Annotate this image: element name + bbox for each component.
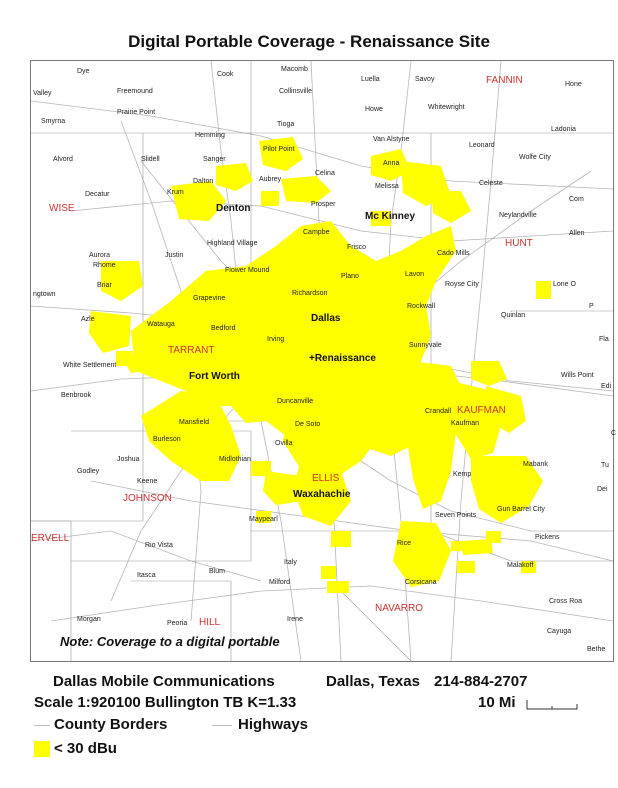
town-label: Crandall [425, 408, 452, 415]
town-label: P [589, 303, 594, 310]
major-city-label: Waxahachie [293, 489, 351, 500]
town-label: Duncanville [277, 398, 314, 405]
town-label: Aurora [89, 252, 111, 259]
town-label: Com [569, 196, 584, 203]
town-label: Gun Barrel City [497, 506, 545, 513]
coverage-swatch [34, 741, 50, 757]
coverage-area [321, 566, 336, 579]
town-label: Grapevine [193, 295, 226, 302]
town-label: Kaufman [451, 420, 480, 427]
town-label: Bethe [587, 646, 606, 653]
town-label: Midlothian [219, 456, 251, 463]
town-label: Melissa [375, 183, 399, 190]
town-label: Celina [315, 170, 335, 177]
town-label: Cado Mills [437, 250, 470, 257]
county-border-swatch [34, 725, 50, 726]
town-label: Flower Mound [225, 267, 270, 274]
town-label: Cook [217, 71, 234, 78]
town-label: De Soto [295, 421, 321, 428]
town-label: Dalton [193, 178, 214, 185]
town-label: Alvord [53, 156, 73, 163]
town-label: Maypearl [249, 516, 278, 523]
town-label: Fla [599, 336, 609, 343]
town-label: Seven Points [435, 512, 477, 519]
town-label: Rockwall [407, 303, 436, 310]
town-label: Italy [284, 559, 297, 566]
county-label: HILL [199, 617, 221, 628]
county-label: NAVARRO [375, 603, 423, 614]
town-label: Azle [81, 316, 95, 323]
town-label: Irene [287, 616, 303, 623]
town-label: Milford [269, 579, 291, 586]
town-label: Bedford [211, 325, 236, 332]
town-label: Neylandville [499, 212, 537, 219]
town-label: Allen [569, 230, 585, 237]
town-label: Burleson [153, 436, 181, 443]
coverage-area [261, 191, 279, 206]
town-label: Sanger [203, 156, 226, 163]
town-label: Macomb [281, 66, 308, 73]
coverage-area [331, 531, 351, 547]
county-label: ERVELL [31, 533, 70, 544]
major-city-label: Mc Kinney [365, 211, 416, 222]
company-phone: 214-884-2707 [434, 673, 528, 690]
town-label: Van Alstyne [373, 136, 410, 143]
town-label: ngtown [33, 291, 56, 298]
coverage-area [281, 176, 331, 203]
town-label: Mansfield [179, 419, 209, 426]
highway-swatch [212, 725, 232, 726]
town-label: Watauga [147, 321, 175, 328]
coverage-area [251, 461, 271, 476]
coverage-note: Note: Coverage to a digital portable [60, 634, 280, 649]
coverage-area [461, 539, 493, 555]
town-label: Briar [97, 282, 112, 289]
town-label: Godley [77, 468, 100, 475]
major-city-label: Dallas [311, 313, 341, 324]
company-location: Dallas, Texas [326, 673, 420, 690]
company-name: Dallas Mobile Communications [53, 673, 275, 690]
town-label: Morgan [77, 616, 101, 623]
town-label: Justin [165, 252, 184, 259]
town-label: Rice [397, 540, 412, 547]
major-city-label: Denton [216, 203, 251, 214]
county-label: TARRANT [168, 345, 215, 356]
town-label: Whitewright [428, 104, 465, 111]
coverage-area [393, 521, 451, 587]
town-label: Mabank [523, 461, 548, 468]
town-label: Benbrook [61, 392, 91, 399]
coverage-area [89, 311, 131, 353]
town-label: C [611, 430, 617, 437]
town-label: Pickens [535, 534, 560, 541]
town-label: Malakoff [507, 562, 534, 569]
town-label: Aubrey [259, 176, 282, 183]
town-label: Edi [601, 383, 612, 390]
town-label: Royse City [445, 281, 479, 288]
town-label: Luella [361, 76, 380, 83]
town-label: Dye [77, 68, 90, 75]
town-label: Cayuga [547, 628, 572, 635]
town-label: Wills Point [561, 372, 594, 379]
town-label: Corsicana [405, 579, 437, 586]
town-label: Campbe [303, 229, 330, 236]
town-label: Blum [209, 568, 225, 575]
town-label: Ovilla [275, 440, 293, 447]
county-label: WISE [49, 203, 75, 214]
town-label: Peoria [167, 620, 188, 627]
town-label: Prairie Point [117, 109, 156, 116]
town-label: Frisco [347, 244, 367, 251]
scale-bar [526, 698, 578, 710]
major-city-label: Fort Worth [189, 371, 240, 382]
town-label: Lone O [553, 281, 576, 288]
town-label: Slidell [141, 156, 160, 163]
town-label: Howe [365, 106, 383, 113]
coverage-area [327, 581, 349, 593]
town-label: Quinlan [501, 312, 526, 319]
town-label: Sunnyvale [409, 342, 442, 349]
coverage-area [171, 181, 226, 221]
town-label: Anna [383, 160, 400, 167]
town-label: Rhome [93, 262, 116, 269]
site-label: +Renaissance [309, 353, 376, 364]
town-label: Celeste [479, 180, 503, 187]
town-label: Kemp [453, 471, 472, 478]
town-label: Itasca [137, 572, 156, 579]
town-label: Joshua [117, 456, 140, 463]
town-label: Smyrna [41, 118, 66, 125]
town-label: Dei [597, 486, 608, 493]
coverage-area [426, 541, 443, 553]
county-label: HUNT [505, 238, 533, 249]
town-label: White Settlement [63, 362, 117, 369]
coverage-area [259, 137, 303, 171]
map-title: Digital Portable Coverage - Renaissance Site [128, 32, 490, 51]
town-label: Hemming [195, 132, 225, 139]
town-label: Lavon [405, 271, 425, 278]
town-label: Decatur [85, 191, 110, 198]
town-label: Collinsville [279, 88, 313, 95]
legend-highways: Highways [238, 716, 309, 733]
coverage-area [471, 361, 507, 386]
town-label: Prosper [311, 201, 336, 208]
town-label: Richardson [292, 290, 328, 297]
coverage-area [536, 281, 551, 299]
town-label: Pilot Point [263, 146, 295, 153]
coverage-area [506, 481, 521, 493]
county-label: FANNIN [486, 75, 523, 86]
town-label: Hone [565, 81, 582, 88]
coverage-area [216, 163, 253, 191]
town-label: Rio Vista [145, 542, 173, 549]
county-label: KAUFMAN [457, 405, 506, 416]
town-label: Valley [33, 90, 52, 97]
town-label: Keene [137, 478, 158, 485]
county-label: JOHNSON [123, 493, 172, 504]
town-label: Krum [167, 189, 184, 196]
town-label: Highland Village [207, 240, 258, 247]
town-label: Tioga [277, 121, 295, 128]
town-label: Tu [601, 462, 609, 469]
town-label: Plano [341, 273, 359, 280]
map-canvas [31, 61, 617, 661]
scale-bar-label: 10 Mi [478, 694, 516, 711]
scale-text: Scale 1:920100 Bullington TB K=1.33 [34, 694, 297, 711]
legend-county-borders: County Borders [54, 716, 168, 733]
town-label: Wolfe City [519, 154, 551, 161]
town-label: Leonard [469, 142, 495, 149]
coverage-map[interactable] [30, 60, 617, 662]
legend-coverage: < 30 dBu [54, 740, 117, 757]
county-label: ELLIS [312, 473, 340, 484]
coverage-area [457, 561, 475, 573]
town-label: Cross Roa [549, 598, 583, 605]
town-label: Freemound [117, 88, 153, 95]
town-label: Ladonia [551, 126, 576, 133]
town-label: Savoy [415, 76, 435, 83]
coverage-area [431, 191, 471, 223]
town-label: Irving [267, 336, 285, 343]
